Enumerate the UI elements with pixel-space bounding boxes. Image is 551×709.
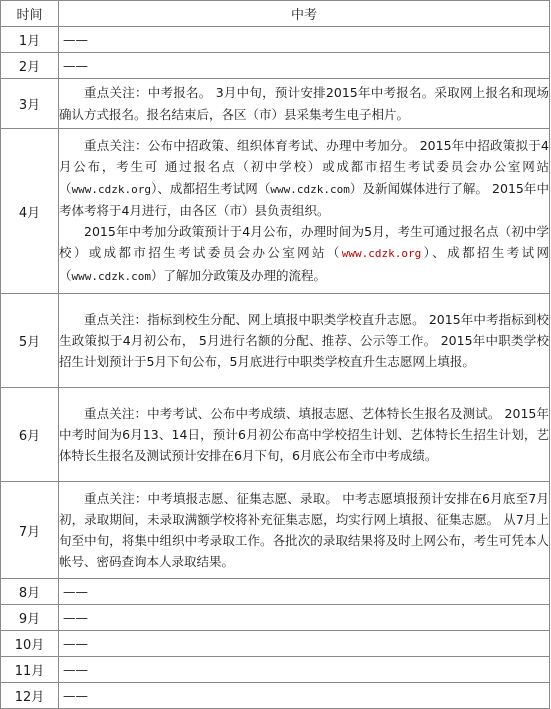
month-cell: 3月 xyxy=(1,79,59,129)
month-cell: 6月 xyxy=(1,388,59,482)
month-cell: 2月 xyxy=(1,53,59,79)
content-cell xyxy=(59,79,550,129)
month-cell: 8月 xyxy=(1,579,59,605)
content-cell: —— xyxy=(59,683,550,709)
header-time: 时间 xyxy=(1,1,59,27)
table-header-row xyxy=(1,1,550,27)
table-row-february xyxy=(1,53,550,79)
june-paragraph: 重点关注：中考考试、公布中考成绩、填报志愿、艺体特长生报名及测试。 2015年中考时间为6月13、14日，预计6月初公布高中学校招生计划、艺体特长生招生计划，艺体特长生报名及测试预计安排在6月下旬，6月底公布全市中考成绩。 xyxy=(59,405,549,464)
table-row-june xyxy=(1,388,550,482)
content-cell xyxy=(59,129,550,294)
content-cell: —— xyxy=(59,27,550,53)
month-cell: 5月 xyxy=(1,294,59,388)
month-cell: 7月 xyxy=(1,482,59,579)
content-cell xyxy=(59,482,550,579)
table-row-november xyxy=(1,657,550,683)
april-paragraph-2: 2015年中考加分政策预计于4月公布，办理时间为5月，考生可通过报名点（初中学校）或成都市招生考试委员会办公室网站（www.cdzk.org）、成都招生考试网（www.cdzk.com）了解加分政策及办理的流程。 xyxy=(59,224,549,283)
url-link: www.cdzk.com xyxy=(270,182,350,196)
content-cell xyxy=(59,388,550,482)
month-cell: 10月 xyxy=(1,631,59,657)
july-paragraph: 重点关注：中考填报志愿、征集志愿、录取。 中考志愿填报预计安排在6月底至7月初，录取期间，未录取满额学校将补充征集志愿，均实行网上填报、征集志愿。 从7月上旬至中旬，将集中组织中考录取工作。各批次的录取结果将及时上网公布，考生可凭本人帐号、密码查询本人录取结果。 xyxy=(59,490,549,570)
month-cell: 9月 xyxy=(1,605,59,631)
may-paragraph: 重点关注：指标到校生分配、网上填报中职类学校直升志愿。 2015年中考指标到校生政策拟于4月初公布， 5月进行名额的分配、推荐、公示等工作。 2015年中职类学校招生计划预计于5月下旬公布，5月底进行中职类学校直升生志愿网上填报。 xyxy=(59,311,549,370)
table-row-july xyxy=(1,482,550,579)
table-row-january xyxy=(1,27,550,53)
table-row-april xyxy=(1,129,550,294)
content-cell: —— xyxy=(59,53,550,79)
march-paragraph: 重点关注：中考报名。 3月中旬，预计安排2015年中考报名。采取网上报名和现场确认方式报名。报名结束后，各区（市）县采集考生电子相片。 xyxy=(59,85,549,122)
table-row-august xyxy=(1,579,550,605)
content-cell: —— xyxy=(59,605,550,631)
url-link: www.cdzk.org xyxy=(71,182,152,196)
table-row-december xyxy=(1,683,550,709)
table-row-march xyxy=(1,79,550,129)
content-cell: —— xyxy=(59,657,550,683)
april-paragraph-1: 重点关注：公布中招政策、组织体育考试、办理中考加分。 2015年中招政策拟于4月公布，考生可 通过报名点（初中学校）或成都市招生考试委员会办公室网站（www.cdzk.org）、成都招生考试网（www.cdzk.com）及新闻媒体进行了解。 2015年中考体考将于4月进行，由各区（市）县负责组织。 xyxy=(59,138,549,218)
url-link: www.cdzk.com xyxy=(71,269,151,283)
content-cell xyxy=(59,294,550,388)
table-row-may xyxy=(1,294,550,388)
month-cell: 12月 xyxy=(1,683,59,709)
month-cell: 11月 xyxy=(1,657,59,683)
month-cell: 1月 xyxy=(1,27,59,53)
content-cell: —— xyxy=(59,631,550,657)
content-cell: —— xyxy=(59,579,550,605)
table-row-october xyxy=(1,631,550,657)
header-exam: 中考 xyxy=(59,1,550,27)
table-row-september xyxy=(1,605,550,631)
url-link-red: www.cdzk.org xyxy=(341,247,422,261)
month-cell: 4月 xyxy=(1,129,59,294)
